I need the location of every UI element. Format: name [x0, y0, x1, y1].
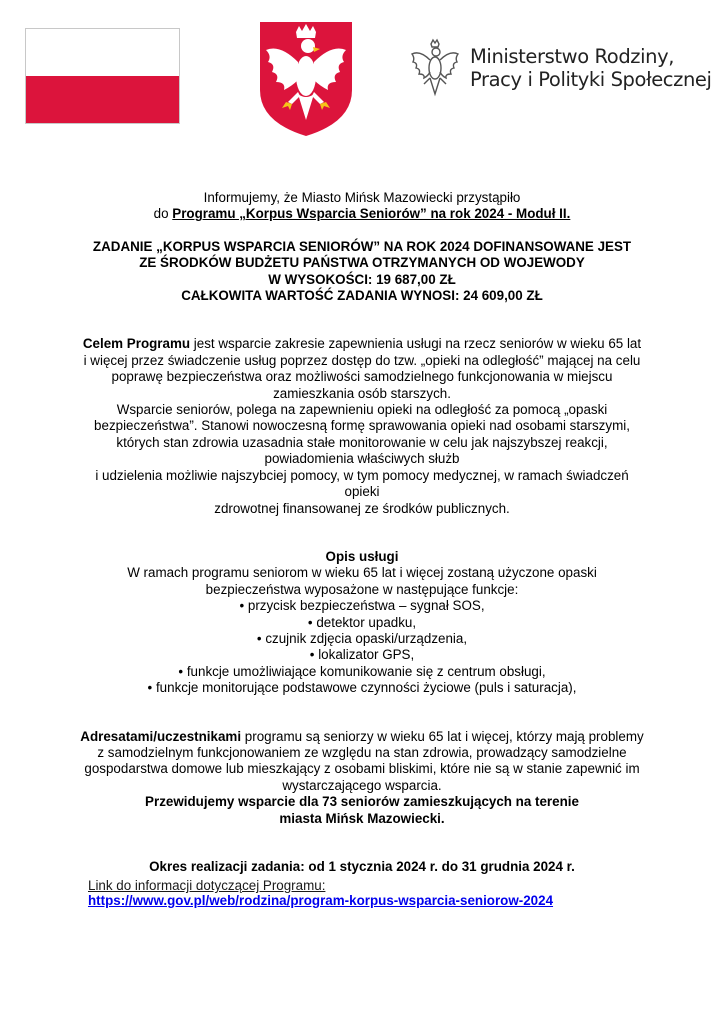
task-line-3: W WYSOKOŚCI: 19 687,00 ZŁ: [268, 271, 456, 287]
goal-paragraph: [80, 336, 644, 402]
list-item: • czujnik zdjęcia opaski/urządzenia,: [80, 631, 644, 647]
task-line-1: ZADANIE „KORPUS WSPARCIA SENIORÓW” NA ROK 2024 DOFINANSOWANE JEST: [92, 238, 632, 254]
support-paragraph: Wsparcie seniorów, polega na zapewnieniu opieki na odległość za pomocą „opaski bezpieczeństwa”. Stanowi nowoczesną formę sprawowania opieki nad osobami starszymi, których stan zdrowia uzasadnia stałe monitorowanie w celu jak najszybszej reakcji, powiadomienia właściwych służb: [94, 402, 630, 467]
link-caption: Link do informacji dotyczącej Programu:: [88, 878, 326, 893]
polish-white-eagle-emblem: [258, 20, 354, 138]
task-line-4: CAŁKOWITA WARTOŚĆ ZADANIA WYNOSI: 24 609,00 ZŁ: [181, 288, 543, 304]
ministry-name: [470, 45, 712, 91]
implementation-period: Okres realizacji zadania: od 1 stycznia 2024 r. do 31 grudnia 2024 r.: [149, 859, 575, 874]
list-item: • funkcje umożliwiające komunikowanie się z centrum obsługi,: [80, 664, 644, 680]
support-paragraph-2: i udzielenia możliwie najszybciej pomocy, w tym pomocy medycznej, w ramach świadczeń opieki: [95, 467, 629, 500]
recipients-text: programu są seniorzy w wieku 65 lat i więcej, którzy mają problemy z samodzielnym funkcjonowaniem ze względu na stan zdrowia, prowadzący samodzielne gospodarstwa domowe lub mieszkający z osobami bliskimi, które nie są w stanie zapewnić im wystarczającego wsparcia.: [84, 728, 644, 793]
ministry-name-line2: Pracy i Polityki Społecznej: [470, 68, 712, 91]
program-link[interactable]: https://www.gov.pl/web/rodzina/program-korpus-wsparcia-seniorow-2024: [88, 893, 554, 908]
program-name: Programu „Korpus Wsparcia Seniorów” na rok 2024 - Moduł II.: [172, 206, 571, 222]
list-item: • detektor upadku,: [80, 615, 644, 631]
intro-line: Informujemy, że Miasto Mińsk Mazowiecki przystąpiło: [203, 190, 521, 205]
service-title: Opis usługi: [325, 548, 399, 564]
ministry-logo: [409, 38, 712, 98]
intro-program-line: [80, 206, 644, 222]
list-item: • lokalizator GPS,: [80, 647, 644, 663]
flag-white-band: [26, 29, 179, 76]
flag-red-band: [26, 76, 179, 123]
recipients-paragraph: [80, 729, 644, 795]
task-funding-block: [80, 239, 644, 305]
forecast-line-1: Przewidujemy wsparcie dla 73 seniorów zamieszkujących na terenie: [145, 794, 579, 810]
support-paragraph-3: zdrowotnej finansowanej ze środków publicznych.: [214, 500, 510, 516]
forecast-line-2: miasta Mińsk Mazowiecki.: [279, 810, 445, 826]
goal-heading: Celem Programu: [82, 336, 191, 352]
program-link-block: [88, 878, 648, 908]
intro-prefix: do: [153, 206, 173, 222]
list-item: • funkcje monitorujące podstawowe czynności życiowe (puls i saturacja),: [80, 680, 644, 696]
list-item: • przycisk bezpieczeństwa – sygnał SOS,: [80, 598, 644, 614]
eagle-outline-icon: [409, 38, 461, 98]
service-intro: W ramach programu seniorom w wieku 65 lat i więcej zostaną użyczone opaski bezpieczeństwa wyposażone w następujące funkcje:: [127, 565, 597, 597]
recipients-heading: Adresatami/uczestnikami: [80, 728, 242, 744]
task-line-2: ZE ŚRODKÓW BUDŻETU PAŃSTWA OTRZYMANYCH OD WOJEWODY: [139, 255, 585, 271]
goal-text: jest wsparcie zakresie zapewnienia usługi na rzecz seniorów w wieku 65 lat i więcej przez świadczenie usług poprzez dostęp do tzw. „opieki na odległość” mającej na celu poprawę bezpieczeństwa oraz możliwości samodzielnego funkcjonowania w miejscu zamieszkania osób starszych.: [83, 336, 642, 401]
announcement-body: [80, 190, 644, 875]
feature-list: [80, 598, 644, 696]
ministry-name-line1: Ministerstwo Rodziny,: [470, 45, 675, 68]
polish-flag: [25, 28, 180, 124]
